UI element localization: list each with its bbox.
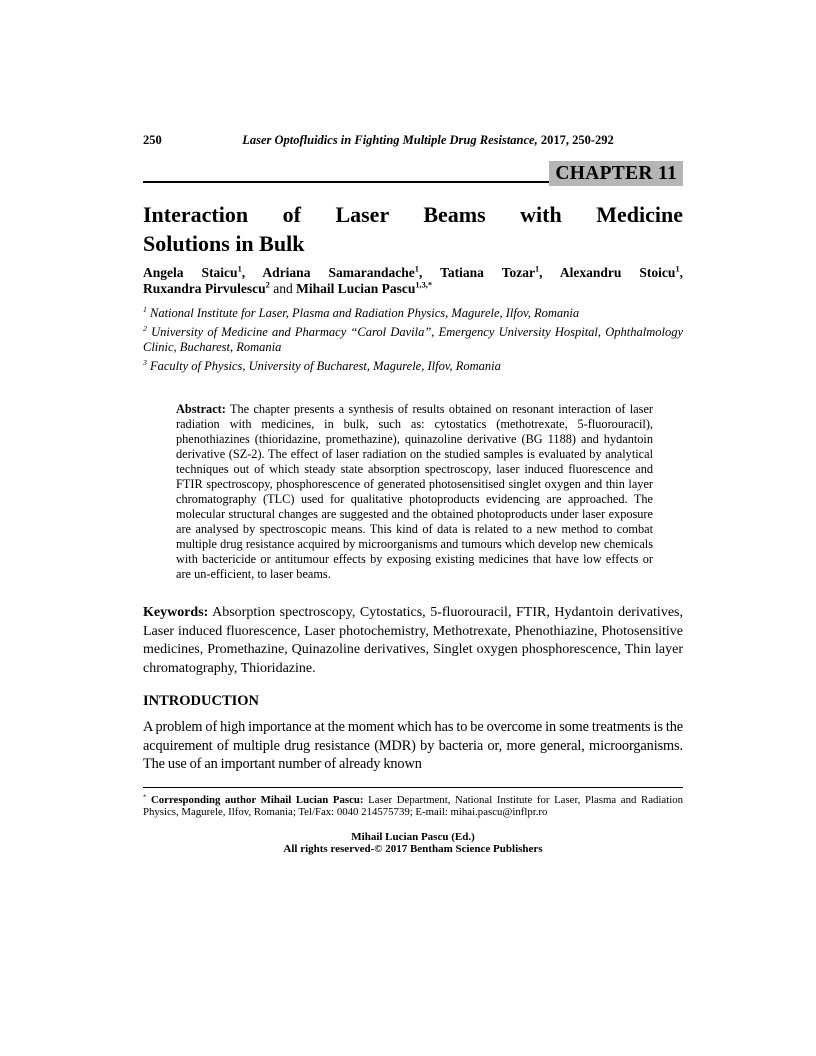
running-book-title: Laser Optofluidics in Fighting Multiple Drug Resistance,: [242, 133, 538, 147]
authors-line: [143, 265, 683, 281]
footnote-text: Laser Department, National Institute for Laser, Plasma and Radiation Physics, Magurele, Ilfov, Romania; Tel/Fax: 0040 214575739; E-mail: mihai.pascu@inflpr.ro: [143, 793, 683, 818]
affiliations: [143, 306, 683, 374]
author-affiliation-ref: 1: [414, 264, 419, 274]
author-list: [143, 265, 683, 297]
chapter-title: [143, 200, 683, 258]
keywords-text: Absorption spectroscopy, Cytostatics, 5-fluorouracil, FTIR, Hydantoin derivatives, Laser induced fluorescence, Laser photochemistry, Methotrexate, Phenothiazine, Photosensitive medicines, Promethazine, Quinazoline derivatives, Singlet oxygen phosphorescence, Thin layer chromatography, Thioridazine.: [143, 605, 683, 676]
running-header: [143, 133, 683, 149]
author-affiliation-ref: 1,3,*: [415, 280, 433, 290]
running-edition-info: 2017, 250-292: [537, 133, 614, 147]
chapter-badge: CHAPTER 11: [549, 161, 683, 186]
author-name: and: [269, 281, 297, 296]
chapter-header: [143, 158, 683, 186]
affiliation: [143, 359, 683, 374]
chapter-title-line: Interaction of Laser Beams with Medicine: [143, 202, 683, 227]
footnote-label: Corresponding author Mihail Lucian Pascu:: [146, 793, 364, 806]
affiliation: [143, 306, 683, 321]
keywords-label: Keywords:: [143, 605, 209, 620]
author-name: Ruxandra Pirvulescu: [143, 281, 266, 296]
affiliation-text: University of Medicine and Pharmacy “Carol Davila”, Emergency University Hospital, Ophthalmology Clinic, Bucharest, Romania: [143, 325, 683, 354]
chapter-title-line: Solutions in Bulk: [143, 231, 305, 256]
editor-line: Mihail Lucian Pascu (Ed.): [351, 830, 475, 843]
affiliation: [143, 325, 683, 355]
author-name: Mihail Lucian Pascu: [296, 281, 416, 296]
running-title: [143, 133, 683, 148]
affiliation-text: Faculty of Physics, University of Bucharest, Magurele, Ilfov, Romania: [146, 359, 501, 373]
page-number: 250: [143, 133, 162, 147]
author-name: ,: [679, 265, 683, 280]
corresponding-author-footnote: [143, 787, 683, 818]
author-name: , Tatiana Tozar: [418, 265, 535, 280]
footnote-marker: *: [143, 792, 147, 800]
author-affiliation-ref: 1: [675, 264, 680, 274]
introduction-paragraph: A problem of high importance at the moment which has to be overcome in some treatments is the acquirement of multiple drug resistance (MDR) by bacteria or, more general, microorganisms. The use of an important number of already known: [143, 719, 683, 772]
affiliation-marker: 1: [143, 304, 147, 314]
author-affiliation-ref: 1: [237, 264, 242, 274]
copyright-line: All rights reserved-© 2017 Bentham Science Publishers: [283, 843, 543, 855]
author-affiliation-ref: 1: [534, 264, 540, 274]
author-affiliation-ref: 2: [265, 280, 270, 290]
introduction-heading: INTRODUCTION: [143, 693, 260, 709]
affiliation-marker: 2: [143, 323, 147, 333]
abstract-text: The chapter presents a synthesis of results obtained on resonant interaction of laser radiation with medicines, in bulk, such as: cytostatics (methotrexate, 5-fluorouracil), phenothiazines (thioridazine, promethazine), quinazoline derivative (BG 1188) and hydantoin derivative (SZ-2). The effect of laser radiation on the studied samples is evaluated by analytical techniques out of which steady state absorption spectroscopy, laser induced fluorescence and FTIR spectroscopy, phosphorescence of generated photosensitised singlet oxygen and thin layer chromatography (TLC) used for qualitative photoproducts evidencing are approached. The molecular structural changes are suggested and the obtained photoproducts under laser exposure are analysed by spectroscopic means. This kind of data is related to a new method to combat multiple drug resistance acquired by microorganisms and tumours which develop new chemicals with bactericide or antitumour effects by exposing existing medicines that have low effects or are un-efficient, to laser beams.: [176, 402, 653, 581]
keywords: [143, 604, 683, 678]
authors-line: [143, 281, 683, 297]
publisher-footer: [163, 831, 663, 856]
author-name: Angela Staicu: [143, 265, 238, 280]
author-name: , Adriana Samarandache: [241, 265, 415, 280]
abstract-label: Abstract:: [176, 402, 226, 416]
page-content: [143, 133, 683, 856]
author-name: , Alexandru Stoicu: [539, 265, 676, 280]
affiliation-text: National Institute for Laser, Plasma and Radiation Physics, Magurele, Ilfov, Romania: [146, 306, 580, 320]
affiliation-marker: 3: [143, 357, 147, 367]
abstract: [176, 402, 653, 582]
